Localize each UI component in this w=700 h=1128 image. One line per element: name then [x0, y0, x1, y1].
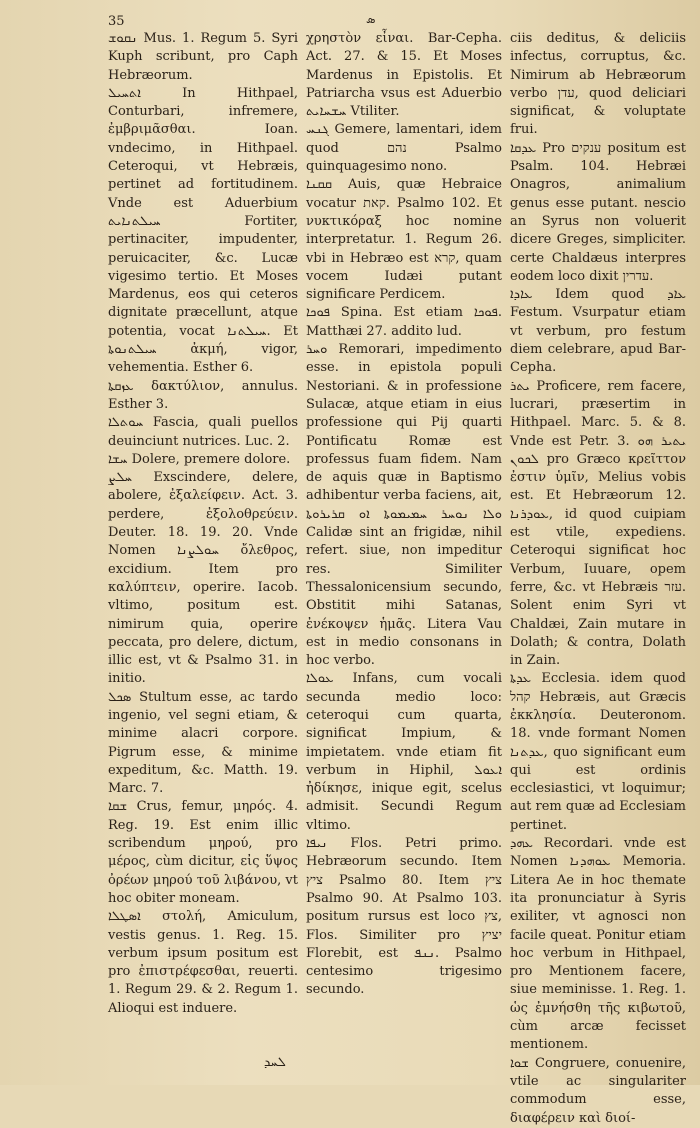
- dictionary-entry: ܩܩܢܐ Auis, quæ Hebraice vocatur קאת. Psalmo 102. Et νυκτικόραξ hoc nomine interpretatur. 1. Regum 26. vbi in Hebræo est קרא, quam vocem Iudæi putant significare Perdicem.: [306, 177, 502, 303]
- dictionary-entry: ܢܝܦܐ Flos. Petri primo. Hebræorum secundo. Item ציץ Psalmo 80. Item ציץ Psalmo 90. At Psalmo 103. positum rursus est loco צץ, Flos. Similiter pro יציץ Florebit, est ܢܢܦ. Psalmo centesimo trigesimo secundo.: [306, 836, 502, 998]
- dictionary-entry: ܥܗܕ Recordari. vnde est Nomen ܥܘܗܕܢܐ Memoria. Litera Ae in hoc themate ita pronunciatur à Syris exiliter, vt agnosci non facile queat. Ponitur etiam hoc verbum in Hithpael, pro Mentionem facere, siue meminisse. 1. Reg. 1. ὡς ἐμνήσθη τῆς κιβωτοῦ, cùm arcæ fecisset mentionem.: [510, 836, 687, 1053]
- dictionary-entry: ܢܩܘܫ Mus. 1. Regum 5. Syri Kuph scribunt, pro Caph Hebræorum.: [108, 31, 298, 83]
- dictionary-entry: ܦܘܟܐ Spina. Est etiam ܦܘܟܐ. Matthæi 27. addito lud.: [306, 305, 502, 339]
- dictionary-entry: ܐܬܚܝܠ In Hithpael, Conturbari, infremere, ἐμβριμᾶσθαι. Ioan. vndecimo, in Hithpael. Ceteroqui, vt Hebræis, pertinet ad fortitudinem. Vnde est Aduerbium ܚܝܠܬܢܐܝܬ Fortiter, pertinaciter, impudenter, peruicaciter, &c. Lucæ vigesimo tertio. Et Moses Mardenus, eos qui ceteros dignitate præcellunt, atque potentia, vocat ܚܝܠܬܢܐ. Et ܚܝܠܬܢܘܬܐ ἀκμή, vigor, vehementia. Esther 6.: [108, 85, 298, 376]
- dictionary-entry: ܘܚܪ Remorari, impedimento esse. in epistola populi Nestoriani. & in professione Sulacæ, atque etiam in eius professione qui Pij quarti Pontificatu Romæ est professus fuam fidem. Nam de aquis quæ in Baptismo adhibentur verba faciens, ait, ܘܠܐ ܢܘܚܪ ܚܡܝܡܘܬܐ ܐܘ ܩܪܝܪܘܬܐ Calidæ sint an frigidæ, nihil refert. siue, non impeditur res. Similiter Thessalonicensium secundo, Obstitit mihi Satanas, ἐνέκοψεν ἡμᾶς. Litera Vau est in medio consonans in hoc verbo.: [306, 342, 502, 669]
- dictionary-entry: ܐܣܛܠܐ στολή, Amiculum, vestis genus. 1. Reg. 15. verbum ipsum positum est pro ἐπιστρέφεσθαι, reuerti. 1. Regum 29. & 2. Regum 1. Alioqui est induere.: [108, 909, 298, 1016]
- middle-column: [306, 30, 502, 1000]
- dictionary-entry: ciis deditus, & deliciis infectus, corruptus, &c. Nimirum ab Hebræorum verbo עדן, quod deliciari significat, & voluptate frui.: [510, 31, 686, 138]
- left-column: [108, 30, 298, 1018]
- dictionary-entry: ܥܘܠܐ Infans, cum vocali secunda medio loco: ceteroqui cum quarta, significat Impium, & impietatem. vnde etiam fit verbum in Hiphil, ܐܥܘܠ ἠδίκησε, inique egit, scelus admisit. Secundi Regum vltimo.: [306, 671, 502, 833]
- dictionary-entry: ܝܬܪ Proficere, rem facere, lucrari, præsertim in Hithpael. Marc. 5. & 8. Vnde est Petr. 3. ܝܬܝܪ ܗܘ ܠܟܘܢ pro Græco κρεῖττον ἐστιν ὑμῖν, Melius vobis est. Et Hebræorum 12. ܥܘܕܪܢܐ, id quod cuipiam est vtile, expediens. Ceteroqui significat hoc Verbum, Iuuare, opem ferre, &c. vt Hebræis עזר. Solent enim Syri vt Chaldæi, Zain mutare in Dolath; & contra, Dolath in Zain.: [510, 378, 687, 669]
- right-column: [510, 30, 686, 1128]
- dictionary-entry: ܥܙܩܬܐ δακτύλιον, annulus. Esther 3.: [108, 378, 298, 412]
- dictionary-entry: ܥܐܕܐ Idem quod ܥܐܕ Festum. Vsurpatur etiam vt verbum, pro festum diem celebrare, apud Bar-Cepha.: [510, 287, 686, 376]
- dictionary-entry: ܚܠܨ Exscindere, delere, abolere, ἐξαλείφειν. Act. 3. perdere, ἐξολοθρεύειν. Deuter. 18. 19. 20. Vnde Nomen ܚܘܠܨܢܐ ὄλεθρος, excidium. Item pro καλύπτειν, operire. Iacob. vltimo, positum est. nimirum quia, operire peccata, pro delere, dictum, illic est, vt & Psalmo 31. in initio.: [108, 470, 298, 687]
- dictionary-entry: ܚܘܬܠܐ Fascia, quali puellos deuinciunt nutrices. Luc. 2.: [108, 415, 298, 449]
- header-mark: ܣ: [366, 12, 376, 26]
- dictionary-entry: ܫܘܐ Congruere, conuenire, vtile ac singulariter commodum esse, διαφέρειν καὶ διοί-: [510, 1055, 686, 1126]
- dictionary-entry: ܓܢܚ Gemere, lamentari, idem quod נהם Psalmo quinquagesimo nono.: [306, 122, 502, 175]
- dictionary-entry: ܥܕܩܐ Pro ענקים positum est Psalm. 104. Hebræi Onagros, animalium genus esse putant. nescio an Syrus non voluerit dicere Greges, simpliciter. certe Chaldæus interpres eodem loco dixit עדרין.: [510, 140, 686, 284]
- page-number: 35: [108, 14, 125, 29]
- dictionary-entry: ܚܫܐ Dolere, premere dolore.: [108, 451, 291, 467]
- dictionary-entry: ܣܟܠ Stultum esse, ac tardo ingenio, vel segni etiam, & minime alacri corpore. Pigrum esse, & minime expeditum, &c. Matth. 19. Marc. 7.: [108, 689, 298, 797]
- dictionary-entry: ܥܕܬܐ Ecclesia. idem quod קהל Hebræis, aut Græcis ἐκκλησία. Deuteronom. 18. vnde formant Nomen ܥܕܬܢܐ, quo significant eum qui est ordinis ecclesiastici, vt loquimur; aut rem quæ ad Ecclesiam pertinet.: [510, 671, 686, 833]
- dictionary-entry: χρηστὸν εἶναι. Bar-Cepha. Act. 27. & 15. Et Moses Mardenus in Epistolis. Et Patriarcha vsus est Aduerbio ܚܫܚܐܝܬ Vtiliter.: [306, 31, 502, 120]
- dictionary-entry: ܫܩܐ Crus, femur, μηρός. 4. Reg. 19. Est enim illic scribendum μηρού, pro μέρος, cùm dicitur, εἰς ὕψος ὀρέων μηρού τοῦ λιβάνου, vt hoc obiter moneam.: [108, 799, 298, 906]
- catchword: ܠܚܕ: [264, 1055, 286, 1070]
